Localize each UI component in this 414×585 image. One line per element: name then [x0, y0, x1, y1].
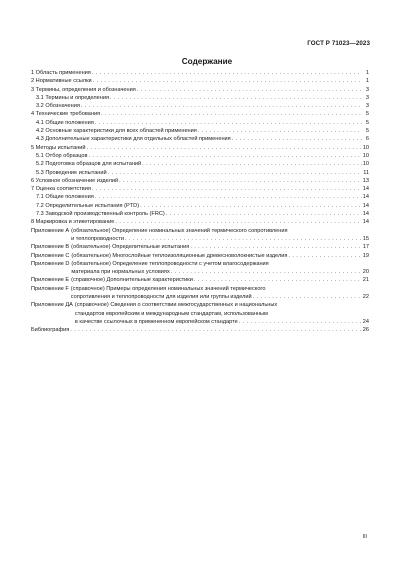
toc-entry-title: 5.1 Отбор образцов [36, 152, 88, 159]
toc-entry[interactable] [31, 177, 369, 185]
appendix-label: Приложение D [31, 260, 70, 267]
dot-leader [92, 185, 362, 193]
toc-entry[interactable] [31, 193, 369, 201]
toc-entry[interactable] [31, 69, 369, 77]
dot-leader [95, 193, 362, 201]
toc-entry-page: 10 [362, 152, 369, 159]
toc-entry-title: 4.1 Общие положения [36, 119, 94, 126]
toc-entry-page: 14 [362, 202, 369, 209]
toc-entry[interactable] [31, 127, 369, 135]
appendix-title-line: и теплопроводности [71, 235, 124, 242]
dot-leader [142, 160, 362, 168]
toc-entry-title: 5.3 Проведение испытаний [36, 169, 107, 176]
toc-entry-title: 4.3 Дополнительные характеристики для отдельных областей применения [36, 136, 231, 143]
toc-entry-page: 5 [365, 119, 369, 126]
toc-entry-title: 4 Технические требования [31, 111, 101, 118]
toc-entry[interactable] [31, 110, 369, 118]
dot-leader [166, 210, 362, 218]
toc-entry[interactable] [31, 102, 369, 110]
dot-leader [232, 135, 362, 143]
appendix-title-line: (обязательное) Определительные испытания [71, 244, 190, 251]
table-of-contents [31, 69, 369, 335]
dot-leader [70, 326, 362, 334]
toc-entry-page: 10 [362, 144, 369, 151]
dot-leader [108, 169, 362, 177]
dot-leader [93, 77, 362, 85]
toc-entry-page: 3 [365, 94, 369, 101]
appendix-last-line [71, 293, 369, 301]
dot-leader [137, 86, 362, 94]
toc-entry-page: 6 [365, 136, 369, 143]
dot-leader [239, 318, 362, 326]
appendix-label: Приложение F [31, 285, 69, 292]
toc-appendix-entry[interactable] [31, 285, 369, 302]
dot-leader [110, 94, 362, 102]
dot-leader [125, 235, 362, 243]
page-title: Содержание [181, 57, 233, 66]
appendix-last-line [71, 235, 369, 243]
appendix-last-line [71, 268, 369, 276]
toc-entry-title: 5.2 Подготовка образцов для испытаний [36, 161, 142, 168]
appendix-title-line: материала при нормальных условиях [71, 269, 170, 276]
dot-leader [171, 268, 362, 276]
toc-entry-title: 8 Маркировка и этикетирование [31, 219, 115, 226]
toc-entry-page: 10 [362, 161, 369, 168]
page-number: III [362, 534, 367, 540]
toc-appendix-entry[interactable] [31, 252, 369, 260]
appendix-label: Приложение C [31, 252, 70, 259]
appendix-title-line: стандартов европейским и международным стандартам, использованным [74, 310, 268, 317]
toc-entry-title: 6 Условное обозначение изделий [31, 177, 119, 184]
toc-entry-title: 3.2 Обозначения [36, 103, 80, 110]
dot-leader [115, 218, 361, 226]
appendix-label: Приложение А [31, 227, 70, 234]
appendix-title-line: сопротивления и теплопроводности для изделия или группы изделий [70, 294, 252, 301]
dot-leader [92, 69, 362, 77]
toc-entry-title: 1 Область применения [31, 70, 91, 76]
toc-entry-page: 3 [365, 86, 369, 93]
dot-leader [288, 252, 361, 260]
appendix-label: Приложение E [31, 277, 70, 284]
toc-entry-page: 22 [362, 294, 369, 301]
toc-entry-title: 4.2 Основные характеристики для всех областей применения [36, 128, 197, 135]
toc-entry-page: 17 [362, 244, 369, 251]
toc-entry[interactable] [31, 185, 369, 193]
toc-entry-title: 7 Оценка соответствия [31, 186, 91, 193]
toc-entry[interactable] [31, 94, 369, 102]
toc-entry-page: 14 [362, 194, 369, 201]
document-header: ГОСТ Р 71023—2023 [307, 40, 370, 47]
toc-entry-page: 5 [365, 128, 369, 135]
toc-entry-page: 1 [365, 70, 369, 76]
appendix-last-line [71, 252, 369, 260]
toc-entry-page: 24 [362, 318, 369, 325]
toc-entry[interactable] [31, 135, 369, 143]
toc-entry-title: 7.2 Определительные испытания (PTD) [36, 202, 140, 209]
dot-leader [253, 293, 362, 301]
toc-entry[interactable] [31, 119, 369, 127]
appendix-title-line: (справочное) Примеры определения номинальных значений термического [70, 285, 266, 292]
toc-appendix-entry[interactable] [31, 301, 369, 326]
toc-entry[interactable] [31, 86, 369, 94]
toc-entry[interactable] [31, 218, 369, 226]
appendix-last-line [75, 318, 369, 326]
toc-entry-page: 5 [365, 111, 369, 118]
dot-leader [87, 144, 362, 152]
toc-entry-page: 14 [362, 211, 369, 218]
appendix-last-line [71, 243, 369, 251]
toc-bibliography-entry[interactable] [31, 326, 369, 334]
dot-leader [89, 152, 362, 160]
dot-leader [81, 102, 362, 110]
toc-entry-title: 3.1 Термины и определения [36, 94, 110, 101]
appendix-title-line: (обязательное) Определение номинальных значений термического сопротивления [71, 227, 288, 234]
toc-entry-title: 7.3 Заводской производственный контроль (FRC) [36, 211, 165, 218]
toc-entry-title: 3 Термины, определения и обозначения [31, 86, 136, 93]
toc-entry-page: 19 [362, 252, 369, 259]
dot-leader [194, 276, 362, 284]
toc-entry-page: 3 [365, 103, 369, 110]
toc-entry[interactable] [31, 152, 369, 160]
appendix-title-line: (справочное) Сведения о соответствии межгосударственных и национальных [74, 302, 278, 309]
toc-appendix-entry[interactable] [31, 260, 369, 277]
toc-entry[interactable] [31, 144, 369, 152]
toc-entry-page: 21 [362, 277, 369, 284]
toc-entry[interactable] [31, 210, 369, 218]
toc-entry-title: 5 Методы испытаний [31, 144, 86, 151]
dot-leader [140, 202, 362, 210]
toc-entry-title: Библиография [31, 327, 70, 334]
toc-appendix-entry[interactable] [31, 276, 369, 284]
toc-entry-page: 14 [362, 219, 369, 226]
dot-leader [95, 119, 362, 127]
appendix-title-line: (обязательное) Определение теплопроводности с учетом влагосодержания [71, 260, 269, 267]
dot-leader [119, 177, 362, 185]
toc-entry-page: 14 [362, 186, 369, 193]
toc-appendix-entry[interactable] [31, 227, 369, 244]
appendix-last-line [71, 276, 369, 284]
toc-entry-page: 20 [362, 269, 369, 276]
toc-appendix-entry[interactable] [31, 243, 369, 251]
toc-entry-page: 26 [362, 327, 369, 334]
dot-leader [190, 243, 361, 251]
toc-entry-page: 11 [363, 169, 369, 176]
toc-entry-page: 13 [362, 177, 369, 184]
toc-entry-page: 1 [365, 78, 369, 85]
appendix-label: Приложение ДА [31, 302, 73, 309]
dot-leader [101, 110, 362, 118]
toc-entry[interactable] [31, 202, 369, 210]
appendix-label: Приложение B [31, 244, 70, 251]
appendix-title-line: (обязательное) Многослойные теплоизоляционные древесноволокнистые изделия [71, 252, 288, 259]
toc-entry[interactable] [31, 77, 369, 85]
dot-leader [198, 127, 362, 135]
toc-entry-page: 15 [362, 235, 369, 242]
appendix-title-line: (справочное) Дополнительные характеристики [71, 277, 193, 284]
toc-entry[interactable] [31, 160, 369, 168]
toc-entry[interactable] [31, 169, 369, 177]
toc-entry-title: 2 Нормативные ссылки [31, 78, 92, 85]
appendix-title-line: в качестве ссылочных в примененном европейском стандарте [74, 318, 238, 325]
toc-entry-title: 7.1 Общие положения [36, 194, 94, 201]
